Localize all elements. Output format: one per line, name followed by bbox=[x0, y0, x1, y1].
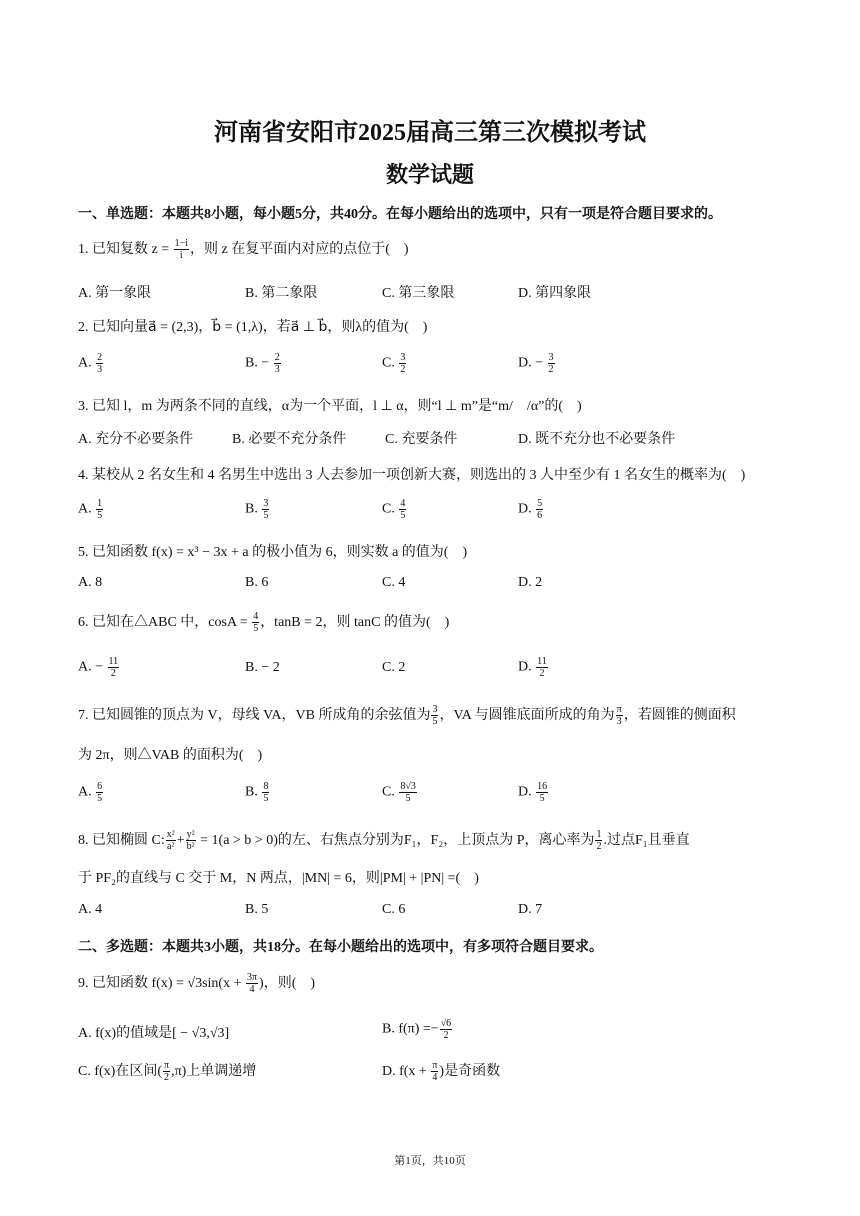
fraction-numerator: 5 bbox=[537, 498, 543, 509]
option-prefix: C. bbox=[382, 784, 399, 800]
page-footer: 第1页，共10页 bbox=[394, 1155, 466, 1167]
question-3: 3. 已知 l，m 为两条不同的直线，α为一个平面，l ⊥ α，则“l ⊥ m”是“m/ /α”的( ) bbox=[78, 399, 582, 414]
question-7-text-a: 7. 已知圆锥的顶点为 V，母线 VA，VB 所成角的余弦值为 bbox=[78, 708, 431, 723]
q7-option-d bbox=[518, 781, 549, 804]
fraction-denominator: 5 bbox=[400, 510, 406, 521]
q8-option-b: B. 5 bbox=[245, 902, 269, 917]
option-fraction bbox=[399, 498, 406, 521]
q4-option-d bbox=[518, 498, 544, 521]
option-fraction bbox=[548, 352, 555, 375]
question-6 bbox=[78, 611, 449, 634]
question-8-text-b: = 1(a > b > 0)的左、右焦点分别为F₁，F₂，上顶点为 P，离心率为 bbox=[196, 833, 595, 848]
q4-option-c bbox=[382, 498, 407, 521]
option-fraction bbox=[274, 352, 281, 375]
q7-option-c bbox=[382, 781, 418, 804]
section-heading-multiple-choice: 二、多选题：本题共3小题，共18分。在每小题给出的选项中，有多项符合题目要求。 bbox=[78, 940, 603, 955]
fraction-denominator: 5 bbox=[253, 623, 259, 635]
q5-option-c: C. 4 bbox=[382, 575, 406, 590]
fraction-numerator: 1 bbox=[596, 829, 602, 841]
option-text: D. f(x + bbox=[382, 1064, 431, 1079]
fraction-denominator: i bbox=[179, 250, 183, 262]
fraction-denominator: 6 bbox=[537, 510, 543, 521]
option-prefix: D. bbox=[518, 501, 536, 517]
fraction-denominator: 3 bbox=[274, 364, 280, 375]
option-prefix: A. bbox=[78, 355, 96, 371]
q2-option-d bbox=[518, 352, 556, 375]
fraction-numerator: 6 bbox=[97, 781, 103, 792]
option-fraction bbox=[262, 781, 269, 804]
question-7-fraction-angle bbox=[616, 704, 623, 727]
q2-option-c bbox=[382, 352, 407, 375]
question-7-line-2: 为 2π，则△VAB 的面积为( ) bbox=[78, 748, 263, 763]
option-text-tail: )是奇函数 bbox=[439, 1064, 501, 1079]
eccentricity-fraction bbox=[595, 829, 602, 852]
q4-option-b bbox=[245, 498, 270, 521]
q9-option-b bbox=[382, 1018, 453, 1041]
fraction-denominator: 3 bbox=[616, 716, 622, 728]
q9-option-d bbox=[382, 1060, 500, 1083]
option-fraction bbox=[399, 781, 417, 804]
fraction-denominator: 2 bbox=[400, 364, 406, 375]
q7-option-a bbox=[78, 781, 104, 804]
option-prefix: D. bbox=[518, 659, 536, 675]
fraction-denominator: a² bbox=[167, 841, 175, 853]
q8-option-c: C. 6 bbox=[382, 902, 406, 917]
option-fraction bbox=[399, 352, 406, 375]
q6-option-a bbox=[78, 656, 120, 679]
fraction-numerator: π bbox=[616, 704, 622, 716]
q2-option-b bbox=[245, 352, 282, 375]
fraction-numerator: 16 bbox=[537, 781, 548, 792]
fraction-numerator: y² bbox=[186, 829, 195, 841]
q1-option-d: D. 第四象限 bbox=[518, 286, 592, 301]
option-prefix: A. bbox=[78, 784, 96, 800]
fraction-numerator: 2 bbox=[274, 352, 280, 363]
fraction-denominator: 2 bbox=[596, 841, 602, 853]
fraction-denominator: 2 bbox=[539, 668, 545, 679]
fraction-numerator: 11 bbox=[537, 656, 547, 667]
fraction-denominator: b² bbox=[186, 841, 195, 853]
fraction-denominator: 5 bbox=[405, 793, 411, 804]
fraction-denominator: 2 bbox=[164, 1072, 170, 1084]
question-8-line-2: 于 PF₂的直线与 C 交于 M，N 两点，|MN| = 6，则|PM| + |PN| =( ) bbox=[78, 871, 479, 886]
option-fraction bbox=[96, 352, 103, 375]
fraction-numerator: 8√3 bbox=[400, 781, 416, 792]
option-text: B. f(π) =− bbox=[382, 1021, 439, 1037]
fraction-denominator: 2 bbox=[110, 668, 116, 679]
option-prefix: D. − bbox=[518, 355, 547, 371]
q5-option-b: B. 6 bbox=[245, 575, 269, 590]
fraction-numerator: π bbox=[432, 1060, 438, 1072]
q3-option-c: C. 充要条件 bbox=[385, 432, 458, 447]
question-9-text-b: )，则( ) bbox=[259, 976, 316, 991]
fraction-denominator: 3 bbox=[97, 364, 103, 375]
fraction-denominator: 5 bbox=[432, 716, 438, 728]
question-8: 8. 已知椭圆 C: $\frac{\text{x²}}{\text{a²}}$ + $\frac{\text{y²}}{\text{b²}}$ = 1(a > b > 0)的左、右焦点分别为F₁，F₂，上顶点为 P，离心率为 $\frac{1}{2}$ .过点F₁且垂直 bbox=[78, 829, 690, 853]
option-fraction bbox=[163, 1060, 170, 1083]
fraction-numerator: 3 bbox=[400, 352, 406, 363]
option-prefix: A. − bbox=[78, 659, 107, 675]
option-fraction bbox=[96, 781, 103, 804]
question-7-text-b: ，VA 与圆锥底面所成的角为 bbox=[439, 708, 615, 723]
fraction-numerator: 2 bbox=[97, 352, 103, 363]
q9-option-c bbox=[78, 1060, 256, 1083]
question-6-fraction bbox=[252, 611, 259, 634]
q5-option-a: A. 8 bbox=[78, 575, 103, 590]
fraction-numerator: 1 bbox=[97, 498, 103, 509]
question-1-text-a: 1. 已知复数 z = bbox=[78, 242, 173, 257]
question-2: 2. 已知向量a⃗ = (2,3)，b⃗ = (1,λ)，若a⃗ ⊥ b⃗，则λ的值为( ) bbox=[78, 320, 428, 335]
exam-title: 河南省安阳市2025届高三第三次模拟考试 bbox=[214, 120, 646, 146]
q6-option-d bbox=[518, 656, 549, 679]
option-fraction bbox=[536, 498, 543, 521]
question-9-text-a: 9. 已知函数 f(x) = √3sin(x + bbox=[78, 976, 245, 991]
option-prefix: C. bbox=[382, 501, 399, 517]
option-text: C. f(x)在区间( bbox=[78, 1064, 162, 1079]
option-prefix: D. bbox=[518, 784, 536, 800]
section-heading-single-choice: 一、单选题：本题共8小题，每小题5分，共40分。在每小题给出的选项中，只有一项是符合题目要求的。 bbox=[78, 207, 722, 222]
question-5: 5. 已知函数 f(x) = x³ − 3x + a 的极小值为 6，则实数 a 的值为( ) bbox=[78, 545, 468, 560]
ellipse-x-fraction bbox=[166, 829, 176, 852]
question-9 bbox=[78, 972, 315, 995]
fraction-denominator: 4 bbox=[249, 984, 255, 996]
q1-option-c: C. 第三象限 bbox=[382, 286, 455, 301]
q6-option-b: B. − 2 bbox=[245, 660, 280, 675]
fraction-denominator: 2 bbox=[443, 1030, 449, 1041]
fraction-denominator: 5 bbox=[263, 793, 269, 804]
fraction-numerator: 8 bbox=[263, 781, 269, 792]
q8-option-d: D. 7 bbox=[518, 902, 543, 917]
option-prefix: C. bbox=[382, 355, 399, 371]
option-fraction bbox=[536, 656, 548, 679]
fraction-numerator: √6 bbox=[440, 1018, 452, 1029]
q3-option-a: A. 充分不必要条件 bbox=[78, 432, 194, 447]
fraction-numerator: 4 bbox=[400, 498, 406, 509]
question-8-text-a: 8. 已知椭圆 C: bbox=[78, 833, 165, 848]
q7-option-b bbox=[245, 781, 270, 804]
option-fraction bbox=[431, 1060, 438, 1083]
question-1 bbox=[78, 238, 409, 261]
option-prefix: B. bbox=[245, 501, 262, 517]
fraction-numerator: 3 bbox=[548, 352, 554, 363]
q3-option-d: D. 既不充分也不必要条件 bbox=[518, 432, 676, 447]
question-4: 4. 某校从 2 名女生和 4 名男生中选出 3 人去参加一项创新大赛，则选出的 3 人中至少有 1 名女生的概率为( ) bbox=[78, 468, 746, 483]
option-fraction bbox=[536, 781, 548, 804]
q5-option-d: D. 2 bbox=[518, 575, 543, 590]
q4-option-a bbox=[78, 498, 104, 521]
option-fraction bbox=[108, 656, 120, 679]
option-fraction bbox=[262, 498, 269, 521]
q6-option-c: C. 2 bbox=[382, 660, 406, 675]
q8-option-a: A. 4 bbox=[78, 902, 103, 917]
question-6-text-b: ，tanB = 2，则 tanC 的值为( ) bbox=[260, 615, 450, 630]
fraction-denominator: 4 bbox=[432, 1072, 438, 1084]
fraction-numerator: 4 bbox=[253, 611, 259, 623]
option-prefix: A. bbox=[78, 501, 96, 517]
question-7 bbox=[78, 704, 736, 727]
question-1-text-b: ，则 z 在复平面内对应的点位于( ) bbox=[190, 242, 409, 257]
question-8-text-c: .过点F₁且垂直 bbox=[603, 833, 690, 848]
exam-subtitle: 数学试题 bbox=[385, 162, 474, 187]
fraction-numerator: x² bbox=[166, 829, 175, 841]
fraction-numerator: 1−i bbox=[174, 238, 189, 250]
q2-option-a bbox=[78, 352, 104, 375]
fraction-numerator: 11 bbox=[108, 656, 119, 667]
question-7-fraction-cos bbox=[431, 704, 438, 727]
fraction-numerator: 3π bbox=[246, 972, 258, 984]
fraction-denominator: 2 bbox=[548, 364, 554, 375]
q1-option-b: B. 第二象限 bbox=[245, 286, 318, 301]
fraction-numerator: 3 bbox=[263, 498, 269, 509]
question-7-text-c: ，若圆锥的侧面积 bbox=[623, 708, 736, 723]
option-prefix: B. bbox=[245, 784, 262, 800]
option-fraction bbox=[96, 498, 103, 521]
question-9-fraction bbox=[246, 972, 258, 995]
option-fraction bbox=[440, 1018, 453, 1041]
fraction-denominator: 5 bbox=[263, 510, 269, 521]
fraction-denominator: 5 bbox=[539, 793, 545, 804]
fraction-numerator: 3 bbox=[432, 704, 438, 716]
question-1-fraction bbox=[174, 238, 189, 261]
question-6-text-a: 6. 已知在△ABC 中，cosA = bbox=[78, 615, 252, 630]
q9-option-a: A. f(x)的值域是[ − √3,√3] bbox=[78, 1026, 230, 1041]
option-text-tail: ,π)上单调递增 bbox=[171, 1064, 257, 1079]
fraction-denominator: 5 bbox=[97, 510, 103, 521]
ellipse-y-fraction bbox=[186, 829, 196, 852]
option-prefix: B. − bbox=[245, 355, 273, 371]
fraction-denominator: 5 bbox=[97, 793, 103, 804]
q1-option-a: A. 第一象限 bbox=[78, 286, 152, 301]
fraction-numerator: π bbox=[164, 1060, 170, 1072]
q3-option-b: B. 必要不充分条件 bbox=[232, 432, 347, 447]
